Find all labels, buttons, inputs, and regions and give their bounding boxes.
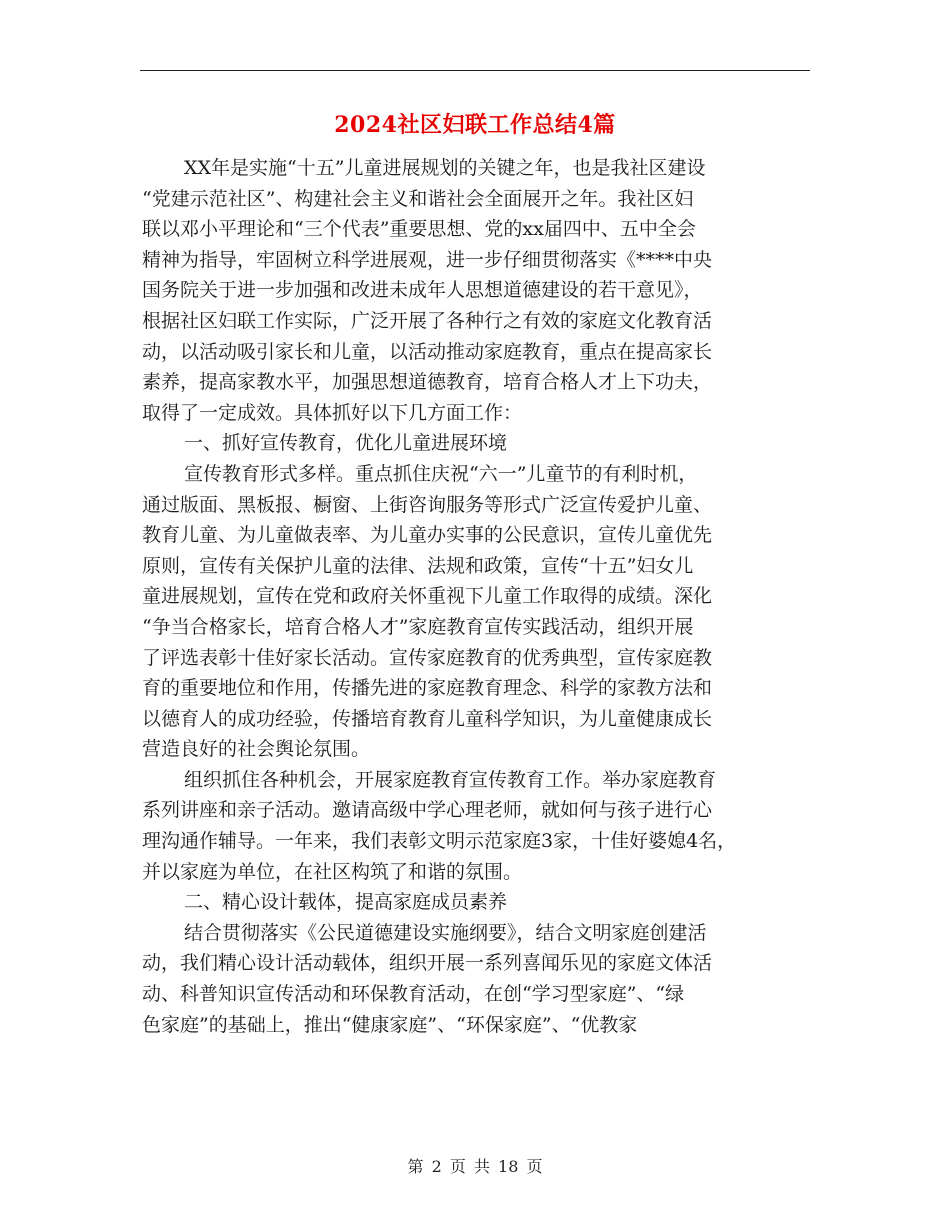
text-line: 宣传教育形式多样。重点抓住庆祝“六一”儿童节的有利时机，	[184, 462, 698, 485]
text-line: 教育儿童、为儿童做表率、为儿童办实事的公民意识，宣传儿童优先	[142, 524, 713, 547]
text-line: 精神为指导，牢固树立科学进展观，进一步仔细贯彻落实《****中央	[142, 248, 713, 271]
text-line: 并以家庭为单位，在社区构筑了和谐的氛围。	[142, 860, 523, 883]
text-line: 动，以活动吸引家长和儿童，以活动推动家庭教育，重点在提高家长	[142, 340, 713, 363]
text-line: 根据社区妇联工作实际，广泛开展了各种行之有效的家庭文化教育活	[142, 309, 713, 332]
text-line: 结合贯彻落实《公民道德建设实施纲要》，结合文明家庭创建活	[184, 921, 707, 944]
text-line: “党建示范社区”、构建社会主义和谐社会全面展开之年。我社区妇	[142, 187, 694, 210]
text-line: 色家庭”的基础上，推出“健康家庭”、“环保家庭”、“优教家	[142, 1013, 638, 1036]
text-line: 一、抓好宣传教育，优化儿童进展环境	[184, 432, 508, 455]
document-body	[142, 153, 808, 1040]
header-rule	[140, 70, 810, 71]
page-footer: 第 2 页 共 18 页	[407, 1157, 543, 1176]
text-line: 组织抓住各种机会，开展家庭教育宣传教育工作。举办家庭教育	[184, 768, 717, 791]
document-title: 2024社区妇联工作总结4篇	[334, 112, 616, 138]
text-line: 二、精心设计载体，提高家庭成员素养	[184, 891, 508, 914]
text-line: 动，我们精心设计活动载体，组织开展一系列喜闻乐见的家庭文体活	[142, 952, 713, 975]
text-line: 通过版面、黑板报、橱窗、上街咨询服务等形式广泛宣传爱护儿童、	[142, 493, 713, 516]
text-line: 国务院关于进一步加强和改进未成年人思想道德建设的若干意见》，	[142, 279, 703, 302]
text-line: 系列讲座和亲子活动。邀请高级中学心理老师，就如何与孩子进行心	[142, 799, 713, 822]
text-line: “争当合格家长，培育合格人才”家庭教育宣传实践活动，组织开展	[142, 615, 694, 638]
text-line: 取得了一定成效。具体抓好以下几方面工作：	[142, 401, 523, 424]
text-line: XX年是实施“十五”儿童进展规划的关键之年，也是我社区建设	[184, 157, 706, 179]
text-line: 育的重要地位和作用，传播先进的家庭教育理念、科学的家教方法和	[142, 677, 713, 700]
text-line: 素养，提高家教水平，加强思想道德教育，培育合格人才上下功夫，	[142, 371, 713, 394]
text-line: 了评选表彰十佳好家长活动。宣传家庭教育的优秀典型，宣传家庭教	[142, 646, 713, 669]
text-line: 以德育人的成功经验，传播培育教育儿童科学知识，为儿童健康成长	[142, 707, 713, 730]
text-line: 理沟通作辅导。一年来，我们表彰文明示范家庭3家，十佳好婆媳4名，	[142, 830, 737, 853]
text-line: 原则，宣传有关保护儿童的法律、法规和政策，宣传“十五”妇女儿	[142, 554, 694, 577]
text-line: 营造良好的社会舆论氛围。	[142, 738, 371, 761]
text-line: 联以邓小平理论和“三个代表”重要思想、党的xx届四中、五中全会	[142, 218, 696, 241]
text-line: 动、科普知识宣传活动和环保教育活动，在创“学习型家庭”、“绿	[142, 983, 685, 1006]
text-line: 童进展规划，宣传在党和政府关怀重视下儿童工作取得的成绩。深化	[142, 585, 713, 608]
